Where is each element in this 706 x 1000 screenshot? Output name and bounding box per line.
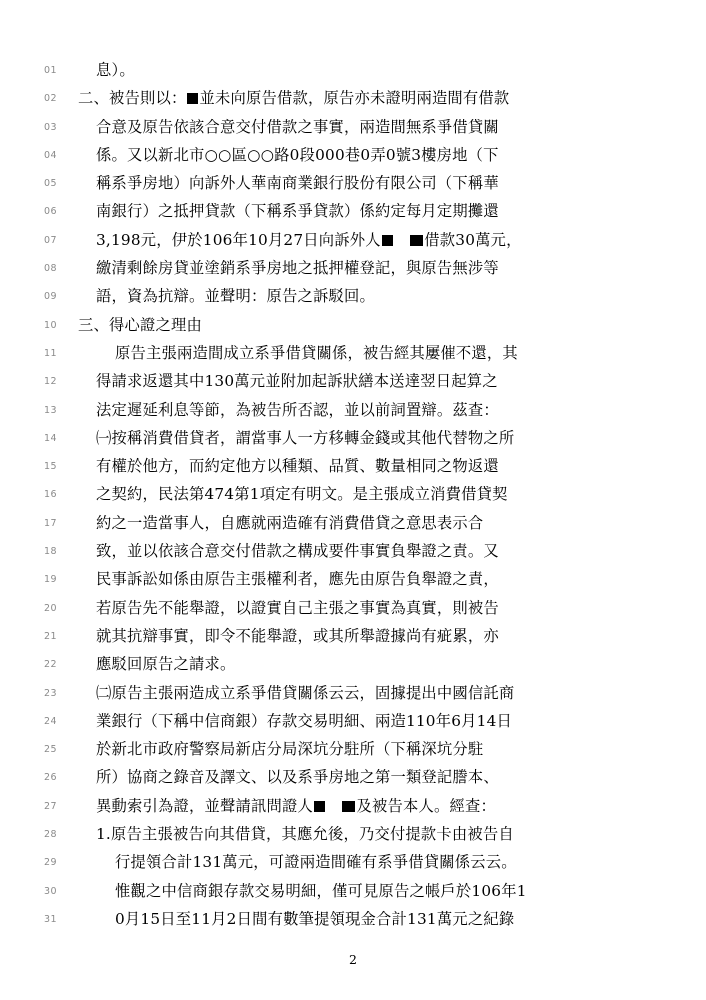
line-text: 民事訴訟如係由原告主張權利者，應先由原告負舉證之責，	[96, 570, 499, 589]
line-text: 惟觀之中信商銀存款交易明細，僅可見原告之帳戶於106年1	[115, 881, 527, 900]
line-number: 03	[44, 121, 58, 133]
line-number: 29	[44, 857, 58, 869]
line-number: 08	[44, 263, 58, 275]
document-line	[44, 56, 648, 84]
document-line	[44, 169, 648, 197]
line-number: 10	[44, 319, 58, 331]
redaction-block-icon	[314, 801, 325, 812]
document-line	[44, 905, 648, 933]
redaction-block-icon	[382, 235, 393, 246]
redaction-block-icon	[410, 235, 423, 246]
document-line	[44, 339, 648, 367]
line-text: 0月15日至11月2日間有數筆提領現金合計131萬元之紀錄	[115, 909, 515, 928]
line-text: 之契約，民法第474第1項定有明文。是主張成立消費借貸契	[96, 485, 508, 504]
line-number: 24	[44, 715, 58, 727]
line-text: 得請求返還其中130萬元並附加起訴狀繕本送達翌日起算之	[96, 372, 498, 391]
line-number: 18	[44, 546, 58, 558]
line-number: 19	[44, 574, 58, 586]
line-text: 三、得心證之理由	[78, 315, 202, 334]
document-line	[44, 84, 648, 112]
line-text-tail: 借款30萬元，	[424, 230, 522, 249]
line-text: 就其抗辯事實，即令不能舉證，或其所舉證據尚有疵累，亦	[96, 626, 499, 645]
document-line	[44, 452, 648, 480]
document-line	[44, 679, 648, 707]
line-number: 12	[44, 376, 58, 388]
line-text: 合意及原告依該合意交付借款之事實，兩造間無系爭借貸關	[96, 117, 499, 136]
document-line	[44, 197, 648, 225]
line-text: 業銀行（下稱中信商銀）存款交易明細、兩造110年6月14日	[96, 711, 513, 730]
line-number: 25	[44, 744, 58, 756]
line-text: 繳清剩餘房貸並塗銷系爭房地之抵押權登記，與原告無涉等	[96, 259, 499, 278]
line-text: 息）。	[96, 61, 135, 79]
redaction-gap	[326, 797, 342, 815]
line-number: 31	[44, 913, 58, 925]
line-number: 20	[44, 602, 58, 614]
line-text: 南銀行）之抵押貸款（下稱系爭貸款）係約定每月定期攤還	[96, 202, 499, 221]
document-line	[44, 311, 648, 339]
line-number: 01	[44, 65, 58, 76]
line-number: 16	[44, 489, 58, 501]
redaction-gap	[394, 231, 410, 249]
line-text: 於新北市政府警察局新店分局深坑分駐所（下稱深坑分駐	[96, 740, 484, 759]
document-line	[44, 565, 648, 593]
document-line	[44, 792, 648, 820]
redaction-block-icon	[342, 801, 355, 812]
document-line	[44, 282, 648, 310]
line-text: 法定遲延利息等節，為被告所否認，並以前詞置辯。茲查：	[96, 400, 499, 419]
line-number: 14	[44, 432, 58, 444]
line-text: 係。又以新北市○○區○○路0段000巷0弄0號3樓房地（下	[96, 145, 499, 164]
line-number: 11	[44, 347, 58, 359]
line-number: 13	[44, 404, 58, 416]
line-number: 17	[44, 517, 58, 529]
document-line	[44, 480, 648, 508]
document-line	[44, 848, 648, 876]
document-line	[44, 735, 648, 763]
line-number: 22	[44, 659, 58, 671]
document-line	[44, 650, 648, 678]
line-number: 23	[44, 687, 58, 699]
line-text: 原告主張兩造間成立系爭借貸關係，被告經其屢催不還，其	[115, 343, 518, 362]
line-text: 語，資為抗辯。並聲明：原告之訴駁回。	[96, 287, 375, 306]
line-number: 15	[44, 461, 58, 473]
document-line	[44, 113, 648, 141]
document-line	[44, 707, 648, 735]
line-text	[78, 792, 648, 820]
line-text: 所）協商之錄音及譯文、以及系爭房地之第一類登記謄本、	[96, 768, 499, 787]
line-text: ㈡原告主張兩造成立系爭借貸關係云云，固據提出中國信託商	[96, 683, 515, 702]
line-text-tail: 及被告本人。經查：	[356, 796, 496, 815]
line-number: 21	[44, 630, 58, 642]
line-text: 行提領合計131萬元，可證兩造間確有系爭借貸關係云云。	[115, 853, 517, 872]
document-body	[44, 56, 648, 933]
line-text	[78, 84, 648, 112]
document-line	[44, 254, 648, 282]
line-text-head: 異動索引為證，並聲請訊問證人	[96, 796, 313, 815]
page-number: 2	[349, 952, 357, 967]
line-number: 09	[44, 291, 58, 303]
document-line	[44, 763, 648, 791]
line-text: 致，並以依該合意交付借款之構成要件事實負舉證之責。又	[96, 542, 499, 561]
line-text: 應駁回原告之請求。	[96, 655, 236, 674]
document-line	[44, 396, 648, 424]
document-line	[44, 622, 648, 650]
line-text: 若原告先不能舉證，以證實自己主張之事實為真實，則被告	[96, 598, 499, 617]
document-line	[44, 877, 648, 905]
line-number: 07	[44, 234, 58, 246]
line-text	[78, 226, 648, 254]
line-number: 06	[44, 206, 58, 218]
document-line	[44, 141, 648, 169]
document-line	[44, 367, 648, 395]
document-line	[44, 226, 648, 254]
line-text-head: 3,198元，伊於106年10月27日向訴外人	[96, 230, 381, 249]
line-number: 27	[44, 800, 58, 812]
line-text-tail: 並未向原告借款，原告亦未證明兩造間有借款	[199, 89, 510, 108]
document-line	[44, 509, 648, 537]
line-number: 30	[44, 885, 58, 897]
line-number: 28	[44, 829, 58, 841]
document-line	[44, 537, 648, 565]
line-number: 04	[44, 149, 58, 161]
line-text: 約之一造當事人，自應就兩造確有消費借貸之意思表示合	[96, 513, 484, 532]
line-text: 1.原告主張被告向其借貸，其應允後，乃交付提款卡由被告自	[96, 825, 514, 844]
line-text: 稱系爭房地）向訴外人華南商業銀行股份有限公司（下稱華	[96, 174, 499, 193]
document-line	[44, 820, 648, 848]
line-text: ㈠按稱消費借貸者，謂當事人一方移轉金錢或其他代替物之所	[96, 428, 515, 447]
line-text: 有權於他方，而約定他方以種類、品質、數量相同之物返還	[96, 457, 499, 476]
line-number: 05	[44, 178, 58, 190]
line-number: 26	[44, 772, 58, 784]
document-line	[44, 424, 648, 452]
document-line	[44, 594, 648, 622]
line-text-head: 二、被告則以：	[78, 89, 187, 108]
line-number: 02	[44, 93, 58, 105]
redaction-block-icon	[187, 93, 198, 104]
